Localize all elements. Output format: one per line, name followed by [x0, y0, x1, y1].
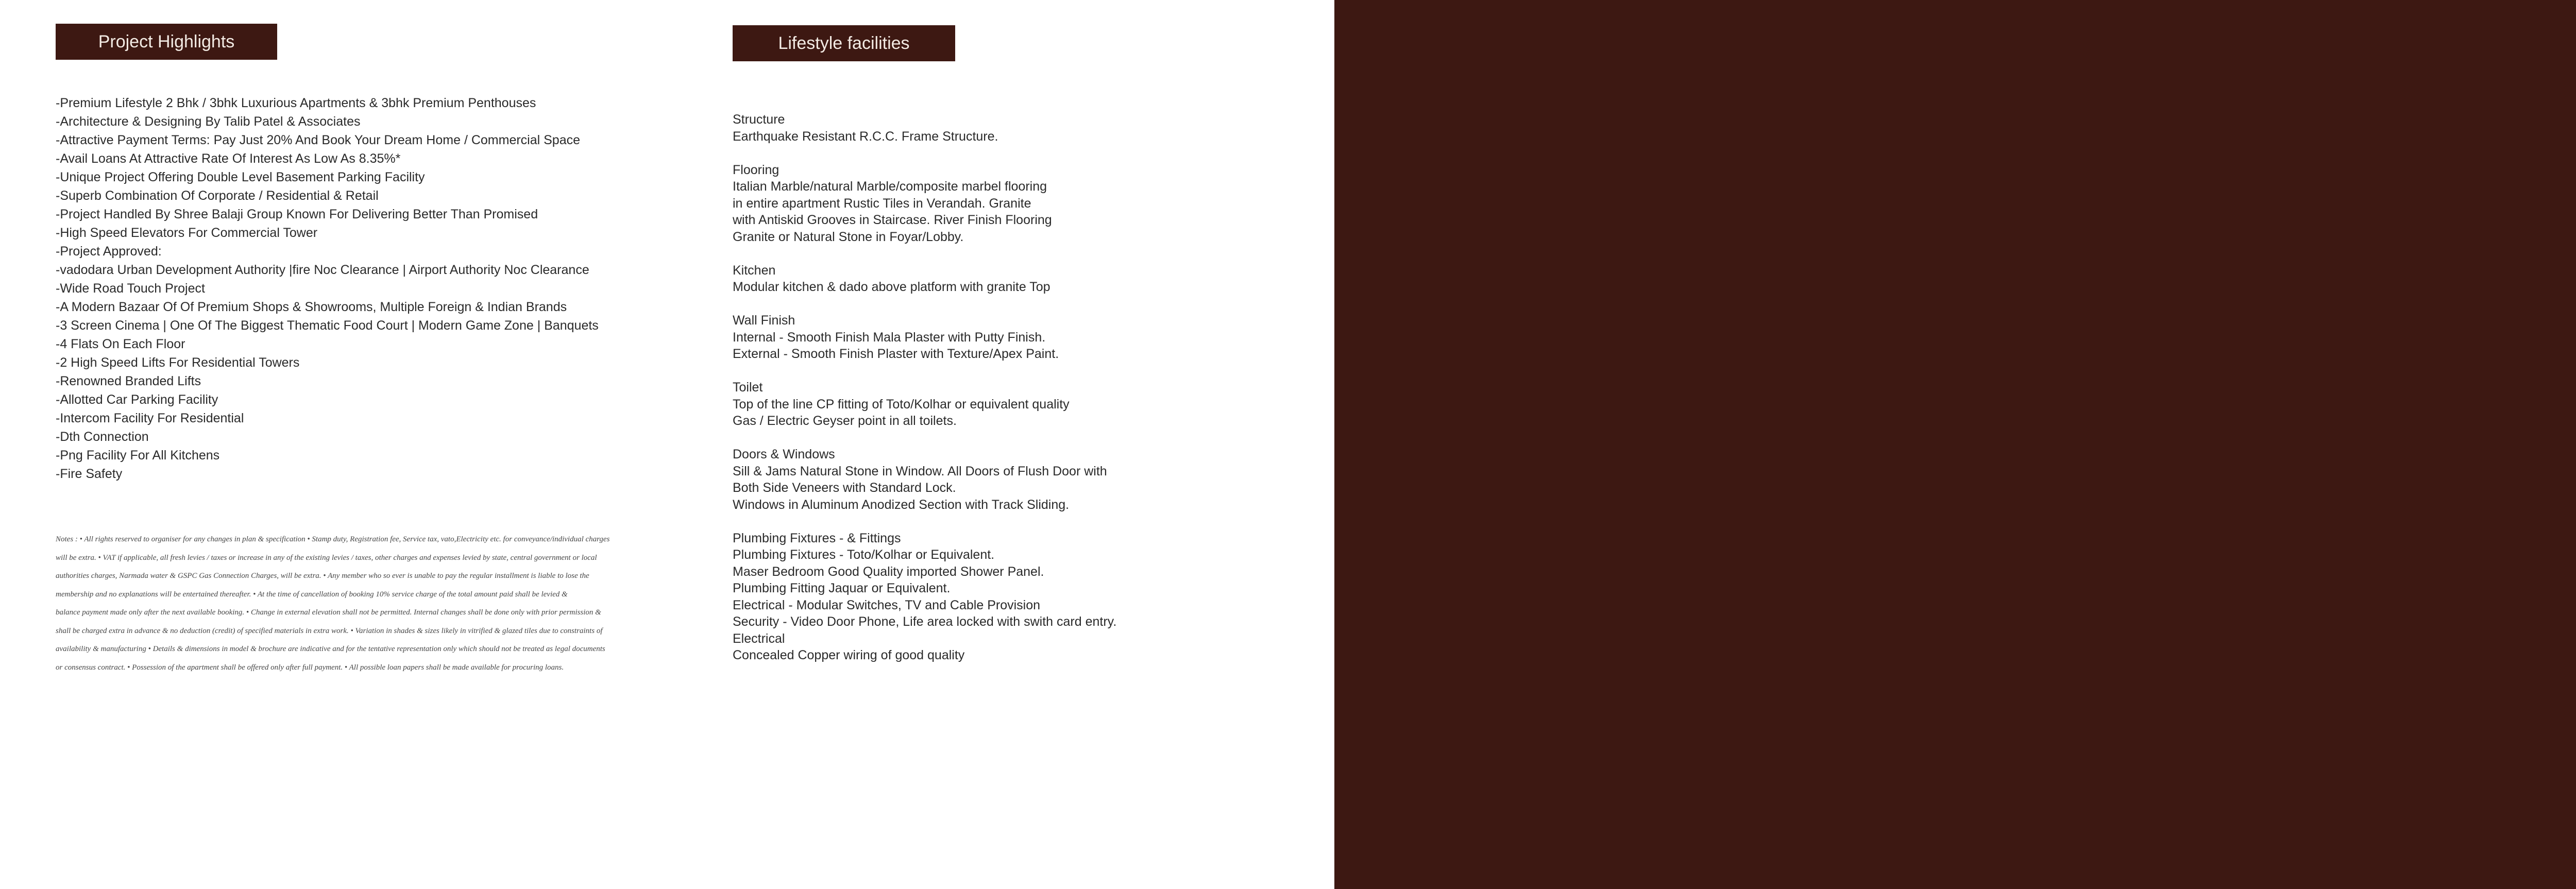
- facility-heading: Plumbing Fixtures - & Fittings: [733, 531, 901, 545]
- highlight-item: -3 Screen Cinema | One Of The Biggest Thematic Food Court | Modern Game Zone | Banquets: [56, 318, 599, 333]
- facility-detail: Electrical: [733, 631, 785, 646]
- notes-line: membership and no explanations will be entertained thereafter. • At the time of cancellation of booking 10% service charge of the total amount paid shall be levied &: [56, 590, 568, 599]
- facility-detail: with Antiskid Grooves in Staircase. River Finish Flooring: [733, 213, 1052, 227]
- facility-detail: Security - Video Door Phone, Life area locked with swith card entry.: [733, 614, 1117, 629]
- highlight-item: -High Speed Elevators For Commercial Tower: [56, 226, 318, 240]
- facility-detail: Windows in Aluminum Anodized Section with Track Sliding.: [733, 497, 1070, 512]
- notes-line: availability & manufacturing • Details & dimensions in model & brochure are indicative and for the tentative representation only which should not be treated as legal documents: [56, 645, 605, 653]
- facility-group: [733, 530, 1330, 664]
- highlight-item: -Superb Combination Of Corporate / Residential & Retail: [56, 189, 379, 203]
- highlight-item: -Fire Safety: [56, 467, 123, 481]
- facility-detail: Earthquake Resistant R.C.C. Frame Structure.: [733, 129, 998, 144]
- notes-line: authorities charges, Narmada water & GSPC Gas Connection Charges, will be extra. • Any member who so ever is unable to pay the regular installment is liable to lose the: [56, 572, 589, 580]
- facility-detail: Maser Bedroom Good Quality imported Shower Panel.: [733, 564, 1044, 579]
- facility-heading: Structure: [733, 112, 785, 127]
- notes-line: will be extra. • VAT if applicable, all fresh levies / taxes or increase in any of the existing levies / taxes, other charges and expenses levied by state, central government or local: [56, 553, 597, 562]
- facility-detail: Top of the line CP fitting of Toto/Kolhar or equivalent quality: [733, 397, 1070, 412]
- facility-group: [733, 111, 1330, 145]
- facility-detail: Italian Marble/natural Marble/composite marbel flooring: [733, 179, 1047, 194]
- facility-detail: in entire apartment Rustic Tiles in Verandah. Granite: [733, 196, 1031, 211]
- project-highlights-list: [56, 94, 674, 483]
- highlight-item: -Architecture & Designing By Talib Patel & Associates: [56, 114, 361, 129]
- facility-heading: Toilet: [733, 380, 763, 395]
- facility-group: [733, 162, 1330, 246]
- facility-heading: Wall Finish: [733, 313, 795, 328]
- facility-heading: Doors & Windows: [733, 447, 835, 461]
- highlight-item: -Unique Project Offering Double Level Basement Parking Facility: [56, 170, 425, 184]
- notes-line: or consensus contract. • Possession of the apartment shall be offered only after full payment. • All possible loan papers shall be made available for procuring loans.: [56, 663, 564, 672]
- facility-detail: Sill & Jams Natural Stone in Window. All Doors of Flush Door with: [733, 464, 1107, 478]
- notes-line: Notes : • All rights reserved to organiser for any changes in plan & specification • Stamp duty, Registration fee, Service tax, vato,Electricity etc. for conveyance/individual charges: [56, 535, 610, 543]
- lifestyle-facilities-title: Lifestyle facilities: [733, 25, 955, 61]
- facility-detail: Gas / Electric Geyser point in all toilets.: [733, 414, 957, 428]
- highlight-item: -4 Flats On Each Floor: [56, 337, 185, 351]
- highlight-item: -Avail Loans At Attractive Rate Of Interest As Low As 8.35%*: [56, 151, 401, 166]
- facility-detail: Plumbing Fixtures - Toto/Kolhar or Equivalent.: [733, 548, 995, 562]
- brochure-right-page: [1334, 0, 2576, 889]
- notes-line: balance payment made only after the next available booking. • Change in external elevation shall not be permitted. Internal changes shall be done only with prior permission &: [56, 608, 601, 617]
- highlight-item: -Project Approved:: [56, 244, 162, 259]
- highlight-item: -Png Facility For All Kitchens: [56, 448, 220, 463]
- facility-detail: Electrical - Modular Switches, TV and Cable Provision: [733, 597, 1041, 612]
- highlight-item: -Renowned Branded Lifts: [56, 374, 201, 388]
- facility-group: [733, 262, 1330, 296]
- disclaimer-notes: [56, 531, 653, 677]
- facility-detail: Granite or Natural Stone in Foyar/Lobby.: [733, 229, 964, 244]
- highlight-item: -vadodara Urban Development Authority |fire Noc Clearance | Airport Authority Noc Clearance: [56, 263, 589, 277]
- highlight-item: -Allotted Car Parking Facility: [56, 392, 218, 407]
- highlight-item: -Wide Road Touch Project: [56, 281, 205, 296]
- project-highlights-title: Project Highlights: [56, 24, 277, 60]
- facility-detail: Internal - Smooth Finish Mala Plaster with Putty Finish.: [733, 330, 1046, 345]
- facility-detail: Concealed Copper wiring of good quality: [733, 648, 965, 662]
- highlight-item: -2 High Speed Lifts For Residential Towers: [56, 355, 300, 370]
- highlight-item: -Premium Lifestyle 2 Bhk / 3bhk Luxurious Apartments & 3bhk Premium Penthouses: [56, 96, 536, 110]
- facility-heading: Kitchen: [733, 263, 776, 278]
- facility-group: [733, 312, 1330, 363]
- highlight-item: -Project Handled By Shree Balaji Group Known For Delivering Better Than Promised: [56, 207, 538, 221]
- facility-group: [733, 379, 1330, 430]
- highlight-item: -Dth Connection: [56, 430, 149, 444]
- facility-detail: Plumbing Fitting Jaquar or Equivalent.: [733, 581, 951, 595]
- facility-detail: Both Side Veneers with Standard Lock.: [733, 481, 956, 495]
- notes-line: shall be charged extra in advance & no deduction (credit) of specified materials in extra work. • Variation in shades & sizes likely in vitrified & glazed tiles due to constraints of: [56, 626, 603, 635]
- facility-group: [733, 446, 1330, 513]
- facility-detail: Modular kitchen & dado above platform with granite Top: [733, 280, 1050, 294]
- lifestyle-facilities-list: [733, 111, 1330, 680]
- facility-detail: External - Smooth Finish Plaster with Texture/Apex Paint.: [733, 347, 1059, 361]
- highlight-item: -Intercom Facility For Residential: [56, 411, 244, 425]
- highlight-item: -A Modern Bazaar Of Of Premium Shops & Showrooms, Multiple Foreign & Indian Brands: [56, 300, 567, 314]
- highlight-item: -Attractive Payment Terms: Pay Just 20% And Book Your Dream Home / Commercial Space: [56, 133, 581, 147]
- facility-heading: Flooring: [733, 162, 779, 177]
